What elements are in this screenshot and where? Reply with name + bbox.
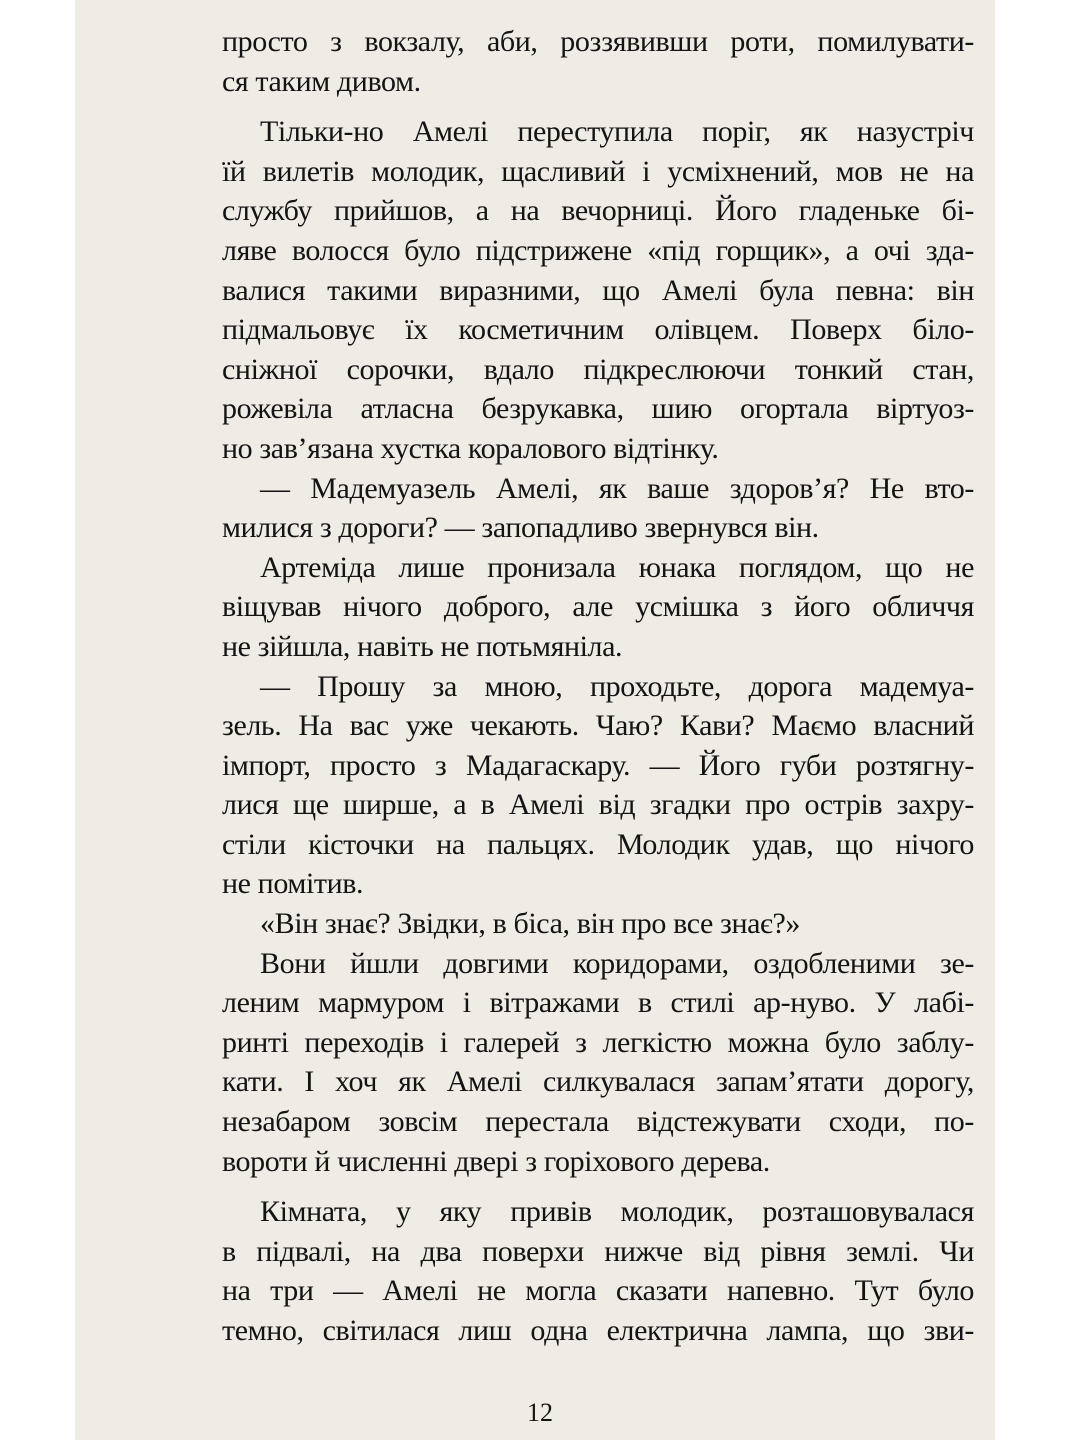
text-line: імпорт, просто з Мадагаскару. — Його губи розтягну- <box>222 748 974 782</box>
text-line: но зав’язана хустка коралового відтінку. <box>222 431 719 465</box>
text-line: службу прийшов, а на вечорниці. Його гладеньке бі- <box>222 194 974 228</box>
text-line: «Він знає? Звідки, в біса, він про все знає?» <box>260 907 801 941</box>
text-line: лися ще ширше, а в Амелі від згадки про острів захру- <box>222 788 974 822</box>
text-line: рожевіла атласна безрукавка, шию огортала віртуоз- <box>222 392 974 426</box>
text-line: в підвалі, на два поверхи нижче від рівня землі. Чи <box>222 1234 974 1268</box>
text-line: — Мадемуазель Амелі, як ваше здоров’я? Не вто- <box>260 471 974 505</box>
text-line: не зійшла, навіть не потьмяніла. <box>222 629 623 663</box>
text-line: зель. На вас уже чекають. Чаю? Кави? Маємо власний <box>222 709 974 743</box>
text-line: просто з вокзалу, аби, роззявивши роти, помилувати- <box>222 25 974 58</box>
text-line: на три — Амелі не могла сказати напевно. Тут було <box>222 1274 974 1308</box>
text-line: ляве волосся було підстрижене «під горщик», а очі зда- <box>222 233 974 267</box>
text-line: леним мармуром і вітражами в стилі ар-нуво. У лабі- <box>222 986 974 1020</box>
text-line: ся таким дивом. <box>222 64 421 98</box>
text-line: ринті переходів і галерей з легкістю можна було заблу- <box>222 1025 974 1059</box>
text-line: підмальовує їх косметичним олівцем. Поверх біло- <box>222 313 974 347</box>
text-line: милися з дороги? — запопадливо звернувся він. <box>222 511 819 545</box>
text-line: темно, світилася лиш одна електрична лампа, що зви- <box>222 1314 974 1347</box>
text-line: Артеміда лише пронизала юнака поглядом, що не <box>260 550 974 584</box>
text-line: валися такими виразними, що Амелі була певна: він <box>222 273 974 307</box>
text-line: не помітив. <box>222 867 364 901</box>
text-line: Тільки-но Амелі переступила поріг, як назустріч <box>260 115 974 149</box>
text-line: Вони йшли довгими коридорами, оздобленими зе- <box>260 946 974 980</box>
page-number: 12 <box>527 1398 553 1427</box>
text-line: — Прошу за мною, проходьте, дорога мадемуа- <box>260 669 974 703</box>
text-line: стіли кісточки на пальцях. Молодик удав, що нічого <box>222 827 974 861</box>
text-line: незабаром зовсім перестала відстежувати сходи, по- <box>222 1105 974 1139</box>
text-line: кати. І хоч як Амелі силкувалася запам’ятати дорогу, <box>222 1065 974 1099</box>
text-line: Кімната, у яку привів молодик, розташовувалася <box>260 1195 974 1229</box>
page-body-text <box>222 22 974 1351</box>
text-line: віщував нічого доброго, але усмішка з його обличчя <box>222 590 974 624</box>
text-line: сніжної сорочки, вдало підкреслюючи тонкий стан, <box>222 352 974 386</box>
text-line: їй вилетів молодик, щасливий і усміхнений, мов не на <box>222 154 974 188</box>
text-line: вороти й численні двері з горіхового дерева. <box>222 1144 770 1178</box>
